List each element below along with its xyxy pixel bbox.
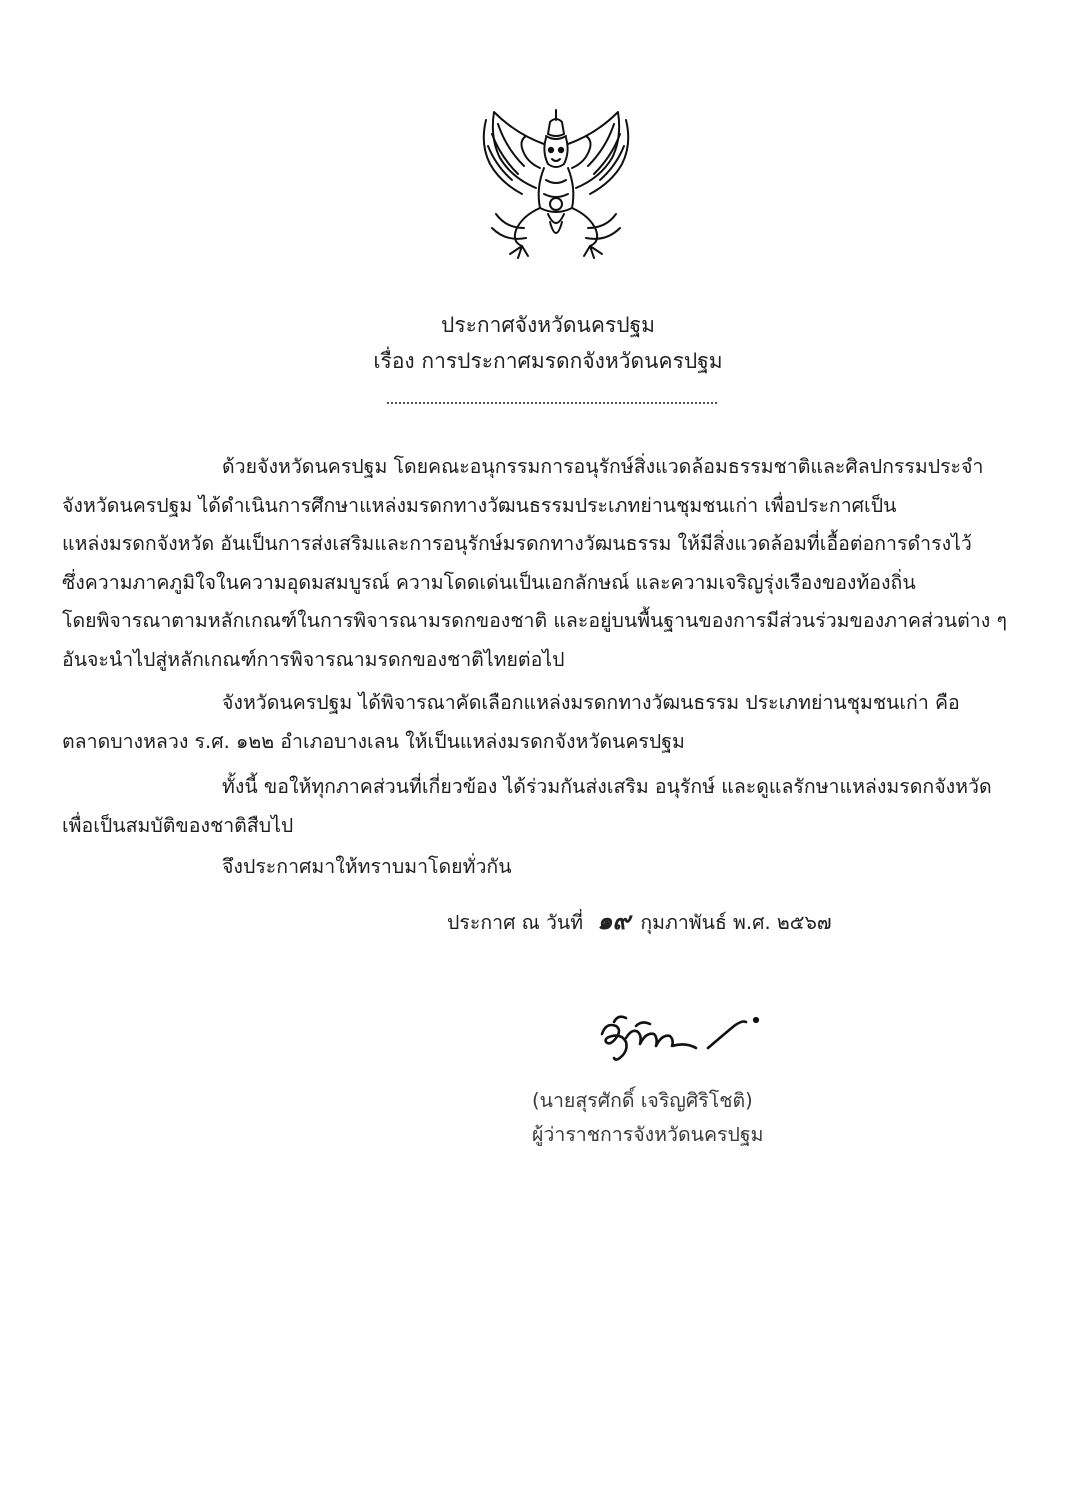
paragraph-3 (62, 768, 1022, 845)
paragraph-line: อันจะนำไปสู่หลักเกณฑ์การพิจารณามรดกของชาติไทยต่อไป (62, 647, 565, 671)
paragraph-line: แหล่งมรดกจังหวัด อันเป็นการส่งเสริมและการอนุรักษ์มรดกทางวัฒนธรรม ให้มีสิ่งแวดล้อมที่เอื้อต่อการดำรงไว้ (62, 532, 972, 555)
paragraph-line: ตลาดบางหลวง ร.ศ. ๑๒๒ อำเภอบางเลน ให้เป็นแหล่งมรดกจังหวัดนครปฐม (62, 729, 685, 753)
date-day: ๑๙ (597, 906, 631, 935)
paragraph-line: โดยพิจารณาตามหลักเกณฑ์ในการพิจารณามรดกของชาติ และอยู่บนพื้นฐานของการมีส่วนร่วมของภาคส่วนต่าง ๆ (62, 609, 1007, 632)
announcement-subject: เรื่อง การประกาศมรดกจังหวัดนครปฐม (373, 349, 723, 373)
closing-line: จึงประกาศมาให้ทราบมาโดยทั่วกัน (222, 855, 512, 878)
signer-title: ผู้ว่าราชการจังหวัดนครปฐม (532, 1123, 764, 1146)
paragraph-line: ซึ่งความภาคภูมิใจในความอุดมสมบูรณ์ ความโดดเด่นเป็นเอกลักษณ์ และความเจริญรุ่งเรืองของท้องถิ่น (62, 570, 916, 594)
handwritten-signature-icon (596, 1008, 766, 1068)
closing-statement (62, 848, 1022, 887)
signer-name: (นายสุรศักดิ์ เจริญศิริโชติ) (532, 1089, 753, 1112)
paragraph-line: ทั้งนี้ ขอให้ทุกภาคส่วนที่เกี่ยวข้อง ได้ร่วมกันส่งเสริม อนุรักษ์ และดูแลรักษาแหล่งมรดกจังหวัด (222, 775, 992, 798)
paragraph-line: จังหวัดนครปฐม ได้ดำเนินการศึกษาแหล่งมรดกทางวัฒนธรรมประเภทย่านชุมชนเก่า เพื่อประกาศเป็น (62, 493, 897, 517)
date-month-year: กุมภาพันธ์ พ.ศ. ๒๕๖๗ (640, 911, 832, 934)
garuda-emblem-icon (466, 104, 646, 269)
announcement-date (447, 906, 832, 938)
dotted-divider (387, 402, 717, 404)
paragraph-line: จังหวัดนครปฐม ได้พิจารณาคัดเลือกแหล่งมรดกทางวัฒนธรรม ประเภทย่านชุมชนเก่า คือ (222, 691, 960, 714)
paragraph-line: เพื่อเป็นสมบัติของชาติสืบไป (62, 813, 294, 837)
paragraph-line: ด้วยจังหวัดนครปฐม โดยคณะอนุกรรมการอนุรักษ์สิ่งแวดล้อมธรรมชาติและศิลปกรรมประจำ (222, 455, 984, 478)
paragraph-2 (62, 684, 1022, 761)
announcement-title: ประกาศจังหวัดนครปฐม (441, 313, 655, 337)
date-prefix: ประกาศ ณ วันที่ (447, 911, 584, 934)
paragraph-1 (62, 448, 1022, 679)
